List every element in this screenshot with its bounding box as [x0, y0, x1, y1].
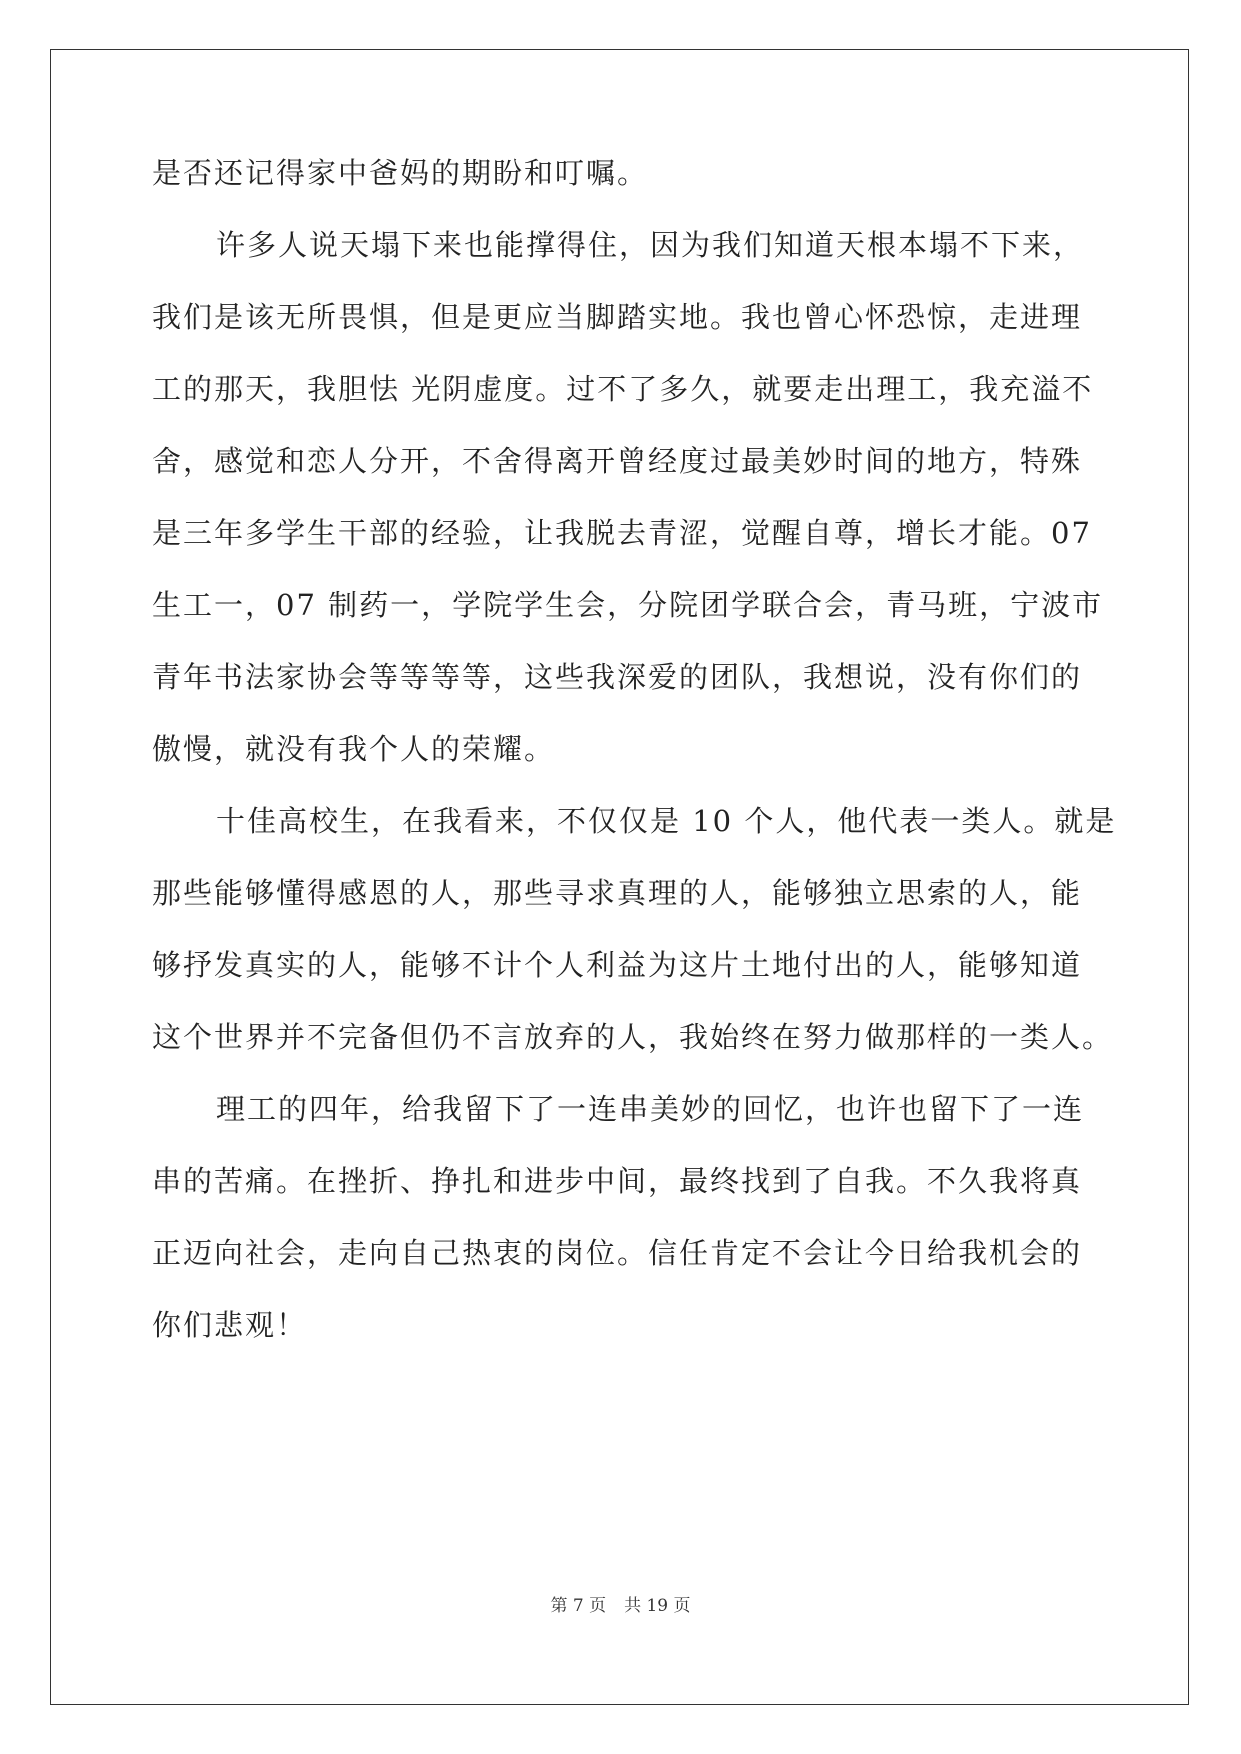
page-number-current: 第 7 页: [550, 1596, 607, 1616]
text-line: 理工的四年，给我留下了一连串美妙的回忆，也许也留下了一连: [216, 1092, 1085, 1126]
text-line: 你们悲观！: [152, 1308, 308, 1342]
text-line: 青年书法家协会等等等等，这些我深爱的团队，我想说，没有你们的: [152, 660, 1083, 694]
text-line: 许多人说天塌下来也能撑得住，因为我们知道天根本塌不下来，: [216, 228, 1085, 262]
page-footer: [0, 1594, 1241, 1618]
text-line: 这个世界并不完备但仍不言放弃的人，我始终在努力做那样的一类人。: [152, 1020, 1114, 1054]
text-line: 十佳高校生，在我看来，不仅仅是 10 个人，他代表一类人。就是: [216, 804, 1117, 838]
text-line: 傲慢，就没有我个人的荣耀。: [152, 732, 556, 766]
text-line: 够抒发真实的人，能够不计个人利益为这片土地付出的人，能够知道: [152, 948, 1083, 982]
text-line: 工的那天，我胆怯 光阴虚度。过不了多久，就要走出理工，我充溢不: [152, 372, 1094, 406]
text-line: 正迈向社会，走向自己热衷的岗位。信任肯定不会让今日给我机会的: [152, 1236, 1083, 1270]
text-line: 是否还记得家中爸妈的期盼和叮嘱。: [152, 156, 649, 190]
text-line: 舍，感觉和恋人分开，不舍得离开曾经度过最美妙时间的地方，特殊: [152, 444, 1083, 478]
text-line: 我们是该无所畏惧，但是更应当脚踏实地。我也曾心怀恐惊，走进理: [152, 300, 1083, 334]
text-line: 串的苦痛。在挫折、挣扎和进步中间，最终找到了自我。不久我将真: [152, 1164, 1083, 1198]
text-line: 生工一，07 制药一，学院学生会，分院团学联合会，青马班，宁波市: [152, 588, 1104, 622]
text-line: 是三年多学生干部的经验，让我脱去青涩，觉醒自尊，增长才能。07: [152, 516, 1092, 550]
page-number-total: 共 19 页: [624, 1596, 691, 1616]
text-line: 那些能够懂得感恩的人，那些寻求真理的人，能够独立思索的人，能: [152, 876, 1083, 910]
